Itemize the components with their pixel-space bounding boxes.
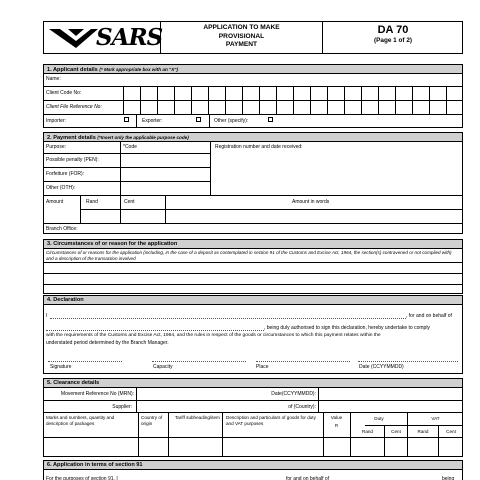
code-label: *Code (123, 144, 137, 150)
clearance-date-field[interactable] (319, 388, 462, 400)
other-oth-label: Other (OTH): (46, 185, 76, 191)
forfeiture-code-field[interactable] (121, 168, 209, 181)
amount-words-field[interactable] (166, 210, 462, 223)
registration-label: Registration number and date received: (215, 144, 303, 150)
duty-rand-header: Rand (362, 429, 373, 434)
vat-rand-header: Rand (417, 429, 429, 434)
importer-label: Importer: (46, 118, 67, 124)
mrn-field[interactable] (137, 388, 267, 400)
col-marks-header: Marks and numbers, quantity and description of packages (46, 415, 115, 426)
section-4-title: 4. Declaration (47, 297, 84, 303)
importer-checkbox[interactable] (124, 117, 129, 122)
declarant-name-field[interactable] (50, 318, 406, 319)
col-vat-header: VAT (431, 416, 440, 421)
logo-text: SARS (96, 24, 163, 51)
exporter-label: Exporter: (142, 118, 163, 124)
other-specify-checkbox[interactable] (268, 117, 273, 122)
other-specify-label: Other (specify): (214, 118, 249, 124)
form-title (161, 24, 322, 50)
form-title-line-2: PROVISIONAL (218, 32, 265, 40)
capacity-field[interactable] (152, 361, 246, 362)
section-6-line-mid: for and on behalf of (286, 476, 330, 480)
form-code: DA 70 (377, 24, 409, 36)
branch-office-label: Branch Office: (46, 226, 78, 232)
goods-row[interactable] (44, 438, 462, 456)
signature-field[interactable] (48, 361, 122, 362)
other-code-field[interactable] (121, 182, 209, 195)
form-title-line-3: PAYMENT (225, 41, 258, 49)
declaration-i: I (46, 313, 48, 319)
section-2-title: 2. Payment details (47, 135, 96, 141)
section-1-note: (* Mark appropriate box with an "X") (99, 67, 178, 72)
section-2-note: (*Insert only the applicable purpose code) (97, 135, 189, 140)
registration-field[interactable] (211, 152, 462, 195)
mrn-label: Movement Reference No (MRN): (60, 391, 134, 397)
page-info: (Page 1 of 2) (374, 37, 412, 44)
circumstances-field[interactable] (44, 263, 462, 293)
declaration-line-4: understated period determined by the Branch Manager. (46, 340, 169, 346)
capacity-label: Capacity (153, 364, 173, 370)
clearance-date-label: Date(CCYYMMDD): (271, 391, 316, 397)
place-field[interactable] (256, 361, 350, 362)
vat-cent-header: Cent (446, 429, 456, 434)
name-label: Name: (46, 76, 61, 82)
client-code-label: Client Code No: (46, 90, 82, 96)
amount-rand-field[interactable] (81, 210, 120, 223)
sars-logo (46, 24, 163, 52)
client-file-field[interactable] (120, 101, 462, 114)
branch-office-field[interactable] (85, 224, 462, 234)
declaration-line-3: with the requirements of the Customs and Excise Act, 1964, and the rules in respect of the goods or circumstances to which this payment relates within the (46, 333, 381, 338)
client-code-field[interactable] (110, 87, 462, 100)
country-label: of (Country): (288, 404, 316, 410)
section-1-title: 1. Applicant details (47, 67, 98, 73)
amount-words-label: Amount in words (292, 199, 330, 205)
country-field[interactable] (319, 401, 462, 412)
col-origin-header: Country of origin (141, 415, 163, 426)
section-3-title: 3. Circumstances of or reason for the application (47, 241, 178, 247)
form-title-line-1: APPLICATION TO MAKE (203, 24, 280, 31)
client-file-grid (120, 101, 462, 114)
principal-name-field[interactable] (46, 330, 264, 331)
signature-label: Signature (50, 364, 72, 370)
supplier-label: Supplier: (112, 404, 132, 410)
section-3-description: Circumstances of or reasons for the application (including, in the case of a deposit as contemplated in section 91 of the Customs and Excise Act, 1964, the section(s) contravened or not complied with) and a description of the transaction involved (46, 250, 452, 261)
section-5-title: 5. Clearance details (47, 380, 100, 386)
date-field[interactable] (358, 361, 458, 362)
exporter-checkbox[interactable] (196, 117, 201, 122)
declaration-line-2: , being duly authorised to sign this declaration, hereby undertake to comply (264, 325, 430, 331)
declaration-behalf-of: , for and on behalf of (406, 313, 452, 319)
forfeiture-label: Forfeiture (FOR): (46, 171, 85, 177)
place-label: Place (256, 364, 269, 370)
purpose-label: Purpose: (46, 144, 67, 150)
col-value-unit: R (334, 423, 339, 428)
col-description-header: Description and particulars of goods for duty and VAT purposes (226, 415, 316, 426)
date-label: Date (CCYYMMDD) (359, 364, 404, 370)
duty-cent-header: Cent (391, 429, 401, 434)
client-file-label: Client File Reference No: (46, 104, 102, 110)
col-tariff-header: Tariff subheading/item (175, 415, 220, 420)
penalty-label: Possible penalty (PEN): (46, 157, 99, 163)
supplier-field[interactable] (137, 401, 267, 412)
amount-label: Amount (46, 199, 64, 205)
section-6-line-start: For the purposes of section 91, I (46, 476, 118, 480)
col-duty-header: Duty (374, 416, 384, 421)
rand-label: Rand (86, 199, 98, 205)
col-value-header: Value (330, 415, 343, 420)
client-code-grid (110, 87, 462, 100)
section-6-line-end: being (442, 476, 455, 480)
amount-cent-field[interactable] (121, 210, 165, 223)
penalty-code-field[interactable] (121, 154, 209, 167)
section-6-title: 6. Application in terms of section 91 (47, 462, 143, 468)
cent-label: Cent (124, 199, 135, 205)
name-field[interactable] (110, 74, 462, 86)
